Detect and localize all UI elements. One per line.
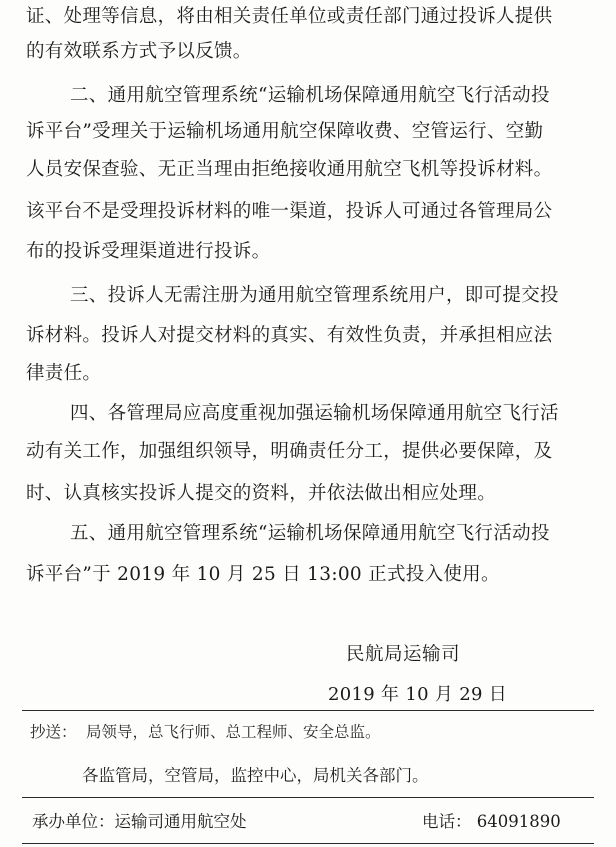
- cc-label: 抄送：: [30, 723, 77, 741]
- body-line-15: 诉平台”于 2019 年 10 月 25 日 13:00 正式投入使用。: [26, 564, 500, 585]
- body-line-13: 时、认真核实投诉人提交的资料，并依法做出相应处理。: [26, 483, 497, 504]
- body-line-10: 律责任。: [26, 363, 102, 384]
- body-line-7: 布的投诉受理渠道进行投诉。: [26, 241, 271, 262]
- body-line-12: 动有关工作，加强组织领导，明确责任分工，提供必要保障，及: [26, 441, 553, 462]
- body-line-4: 诉平台”受理关于运输机场通用航空保障收费、空管运行、空勤: [26, 121, 544, 142]
- footer-unit: 承办单位：运输司通用航空处: [32, 812, 247, 831]
- signature-org: 民航局运输司: [346, 644, 461, 665]
- divider-middle: [22, 797, 594, 798]
- cc-recipients-line-1: 局领导，总飞行师、总工程师、安全总监。: [86, 723, 381, 741]
- body-line-9: 诉材料。投诉人对提交材料的真实、有效性负责，并承担相应法: [26, 325, 553, 346]
- body-line-3: 二、通用航空管理系统“运输机场保障通用航空飞行活动投: [70, 85, 550, 106]
- body-line-5: 人员安保查验、无正当理由拒绝接收通用航空飞机等投诉材料。: [26, 159, 553, 180]
- body-line-14: 五、通用航空管理系统“运输机场保障通用航空飞行活动投: [70, 523, 550, 544]
- cc-recipients-line-2: 各监管局，空管局，监控中心，局机关各部门。: [82, 766, 429, 785]
- signature-date: 2019 年 10 月 29 日: [328, 684, 508, 705]
- footer-phone: 电话： 64091890: [422, 812, 561, 831]
- divider-top: [22, 710, 594, 711]
- body-line-11: 四、各管理局应高度重视加强运输机场保障通用航空飞行活: [70, 403, 559, 424]
- body-line-1: 证、处理等信息，将由相关责任单位或责任部门通过投诉人提供: [26, 6, 553, 27]
- body-line-2: 的有效联系方式予以反馈。: [26, 41, 252, 62]
- divider-bottom: [22, 843, 594, 844]
- body-line-6: 该平台不是受理投诉材料的唯一渠道，投诉人可通过各管理局公: [26, 201, 553, 222]
- body-line-8: 三、投诉人无需注册为通用航空管理系统用户，即可提交投: [70, 285, 559, 306]
